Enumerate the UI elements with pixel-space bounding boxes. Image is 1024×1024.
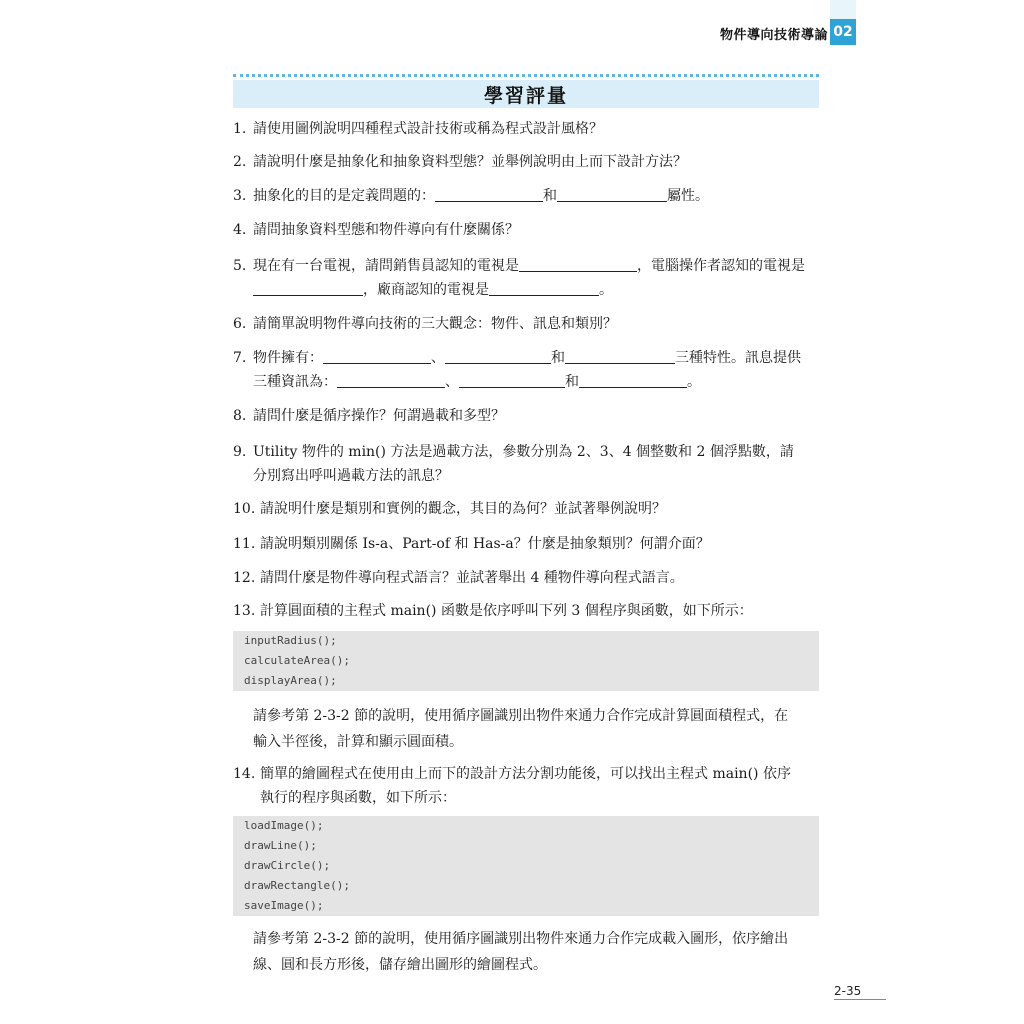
- paragraph-line: 線、圓和長方形後，儲存繪出圖形的繪圖程式。: [253, 957, 547, 973]
- question-text: 屬性。: [667, 188, 709, 204]
- paragraph-line: 輸入半徑後，計算和顯示圓面積。: [253, 734, 463, 750]
- question-number: 9.: [233, 444, 247, 460]
- question-number: 8.: [233, 408, 247, 424]
- question-number: 5.: [233, 258, 247, 274]
- question-text: 、: [445, 374, 459, 390]
- question-text: 請問抽象資料型態和物件導向有什麼關係？: [253, 222, 519, 238]
- question-number: 13.: [233, 603, 256, 619]
- question-text: 請問什麼是物件導向程式語言？並試著舉出 4 種物件導向程式語言。: [260, 570, 684, 586]
- question-8: [233, 404, 823, 428]
- question-number: 2.: [233, 154, 247, 170]
- question-12: [233, 566, 823, 590]
- question-number: 11.: [233, 536, 256, 552]
- code-line: drawCircle();: [244, 859, 331, 872]
- question-text: 三種資訊為：: [253, 374, 337, 390]
- answer-blank[interactable]: [579, 373, 687, 388]
- question-5: [233, 254, 823, 302]
- answer-blank[interactable]: [435, 187, 543, 202]
- chapter-tab-strip: [830, 0, 856, 19]
- page-number: 2-35: [834, 984, 886, 1000]
- question-text: 和: [565, 374, 579, 390]
- question-text: 請簡單說明物件導向技術的三大觀念：物件、訊息和類別？: [253, 316, 617, 332]
- code-line: inputRadius();: [244, 634, 337, 647]
- paragraph-line: 請參考第 2-3-2 節的說明，使用循序圖識別出物件來通力合作完成計算圓面積程式，在: [253, 708, 789, 724]
- question-text: 請說明類別關係 Is-a、Part-of 和 Has-a？什麼是抽象類別？何謂介面？: [260, 536, 710, 552]
- question-9: [233, 440, 823, 488]
- answer-blank[interactable]: [337, 373, 445, 388]
- question-text: 請問什麼是循序操作？何謂過載和多型？: [253, 408, 505, 424]
- section-title-bar: [233, 80, 819, 108]
- question-1: [233, 117, 823, 141]
- question-text: ，廠商認知的電視是: [363, 282, 489, 298]
- answer-blank[interactable]: [323, 349, 431, 364]
- question-4: [233, 218, 823, 242]
- question-6: [233, 312, 823, 336]
- chapter-number-badge: 02: [830, 19, 856, 45]
- question-13: [233, 599, 823, 623]
- paragraph-line: 請參考第 2-3-2 節的說明，使用循序圖識別出物件來通力合作完成載入圖形，依序繪出: [253, 931, 789, 947]
- code-line: displayArea();: [244, 674, 337, 687]
- code-line: saveImage();: [244, 899, 324, 912]
- question-text: 分別寫出呼叫過載方法的訊息？: [253, 468, 449, 484]
- answer-blank[interactable]: [557, 187, 667, 202]
- question-text: 抽象化的目的是定義問題的：: [253, 188, 435, 204]
- question-text: 三種特性。訊息提供: [675, 350, 801, 366]
- question-text: ，電腦操作者認知的電視是: [637, 258, 805, 274]
- code-block-13: [233, 631, 819, 691]
- question-text: 。: [687, 374, 701, 390]
- chapter-title: 物件導向技術導論: [719, 28, 828, 43]
- question-14: [233, 762, 823, 810]
- code-line: drawRectangle();: [244, 879, 350, 892]
- question-text: 計算圓面積的主程式 main() 函數是依序呼叫下列 3 個程序與函數，如下所示：: [260, 603, 753, 619]
- code-line: calculateArea();: [244, 654, 350, 667]
- answer-blank[interactable]: [519, 257, 637, 272]
- question-number: 3.: [233, 188, 247, 204]
- question-text: 物件擁有：: [253, 350, 323, 366]
- dotted-divider: [233, 74, 819, 77]
- question-13-instructions: [253, 703, 823, 755]
- answer-blank[interactable]: [445, 349, 551, 364]
- question-number: 4.: [233, 222, 247, 238]
- code-line: drawLine();: [244, 839, 317, 852]
- question-text: 簡單的繪圖程式在使用由上而下的設計方法分割功能後，可以找出主程式 main() 依序: [260, 766, 791, 782]
- question-text: Utility 物件的 min() 方法是過載方法，參數分別為 2、3、4 個整數和 2 個浮點數，請: [253, 444, 794, 460]
- answer-blank[interactable]: [253, 281, 363, 296]
- code-block-14: [233, 816, 819, 916]
- question-text: 請使用圖例說明四種程式設計技術或稱為程式設計風格？: [253, 121, 603, 137]
- question-3: [233, 184, 823, 208]
- question-2: [233, 150, 823, 174]
- question-text: 執行的程序與函數，如下所示：: [260, 790, 456, 806]
- question-11: [233, 532, 823, 556]
- section-title: 學習評量: [483, 84, 568, 107]
- question-number: 14.: [233, 766, 256, 782]
- question-number: 12.: [233, 570, 256, 586]
- question-text: 、: [431, 350, 445, 366]
- question-text: 。: [599, 282, 613, 298]
- question-text: 和: [543, 188, 557, 204]
- question-number: 7.: [233, 350, 247, 366]
- code-line: loadImage();: [244, 819, 324, 832]
- answer-blank[interactable]: [459, 373, 565, 388]
- answer-blank[interactable]: [565, 349, 675, 364]
- question-number: 10.: [233, 501, 256, 517]
- question-10: [233, 497, 823, 521]
- question-text: 請說明什麼是抽象化和抽象資料型態？並舉例說明由上而下設計方法？: [253, 154, 687, 170]
- question-number: 1.: [233, 121, 247, 137]
- question-14-instructions: [253, 926, 823, 978]
- question-number: 6.: [233, 316, 247, 332]
- question-7: [233, 346, 823, 394]
- question-text: 和: [551, 350, 565, 366]
- answer-blank[interactable]: [489, 281, 599, 296]
- question-text: 現在有一台電視，請問銷售員認知的電視是: [253, 258, 519, 274]
- question-text: 請說明什麼是類別和實例的觀念，其目的為何？並試著舉例說明？: [260, 501, 666, 517]
